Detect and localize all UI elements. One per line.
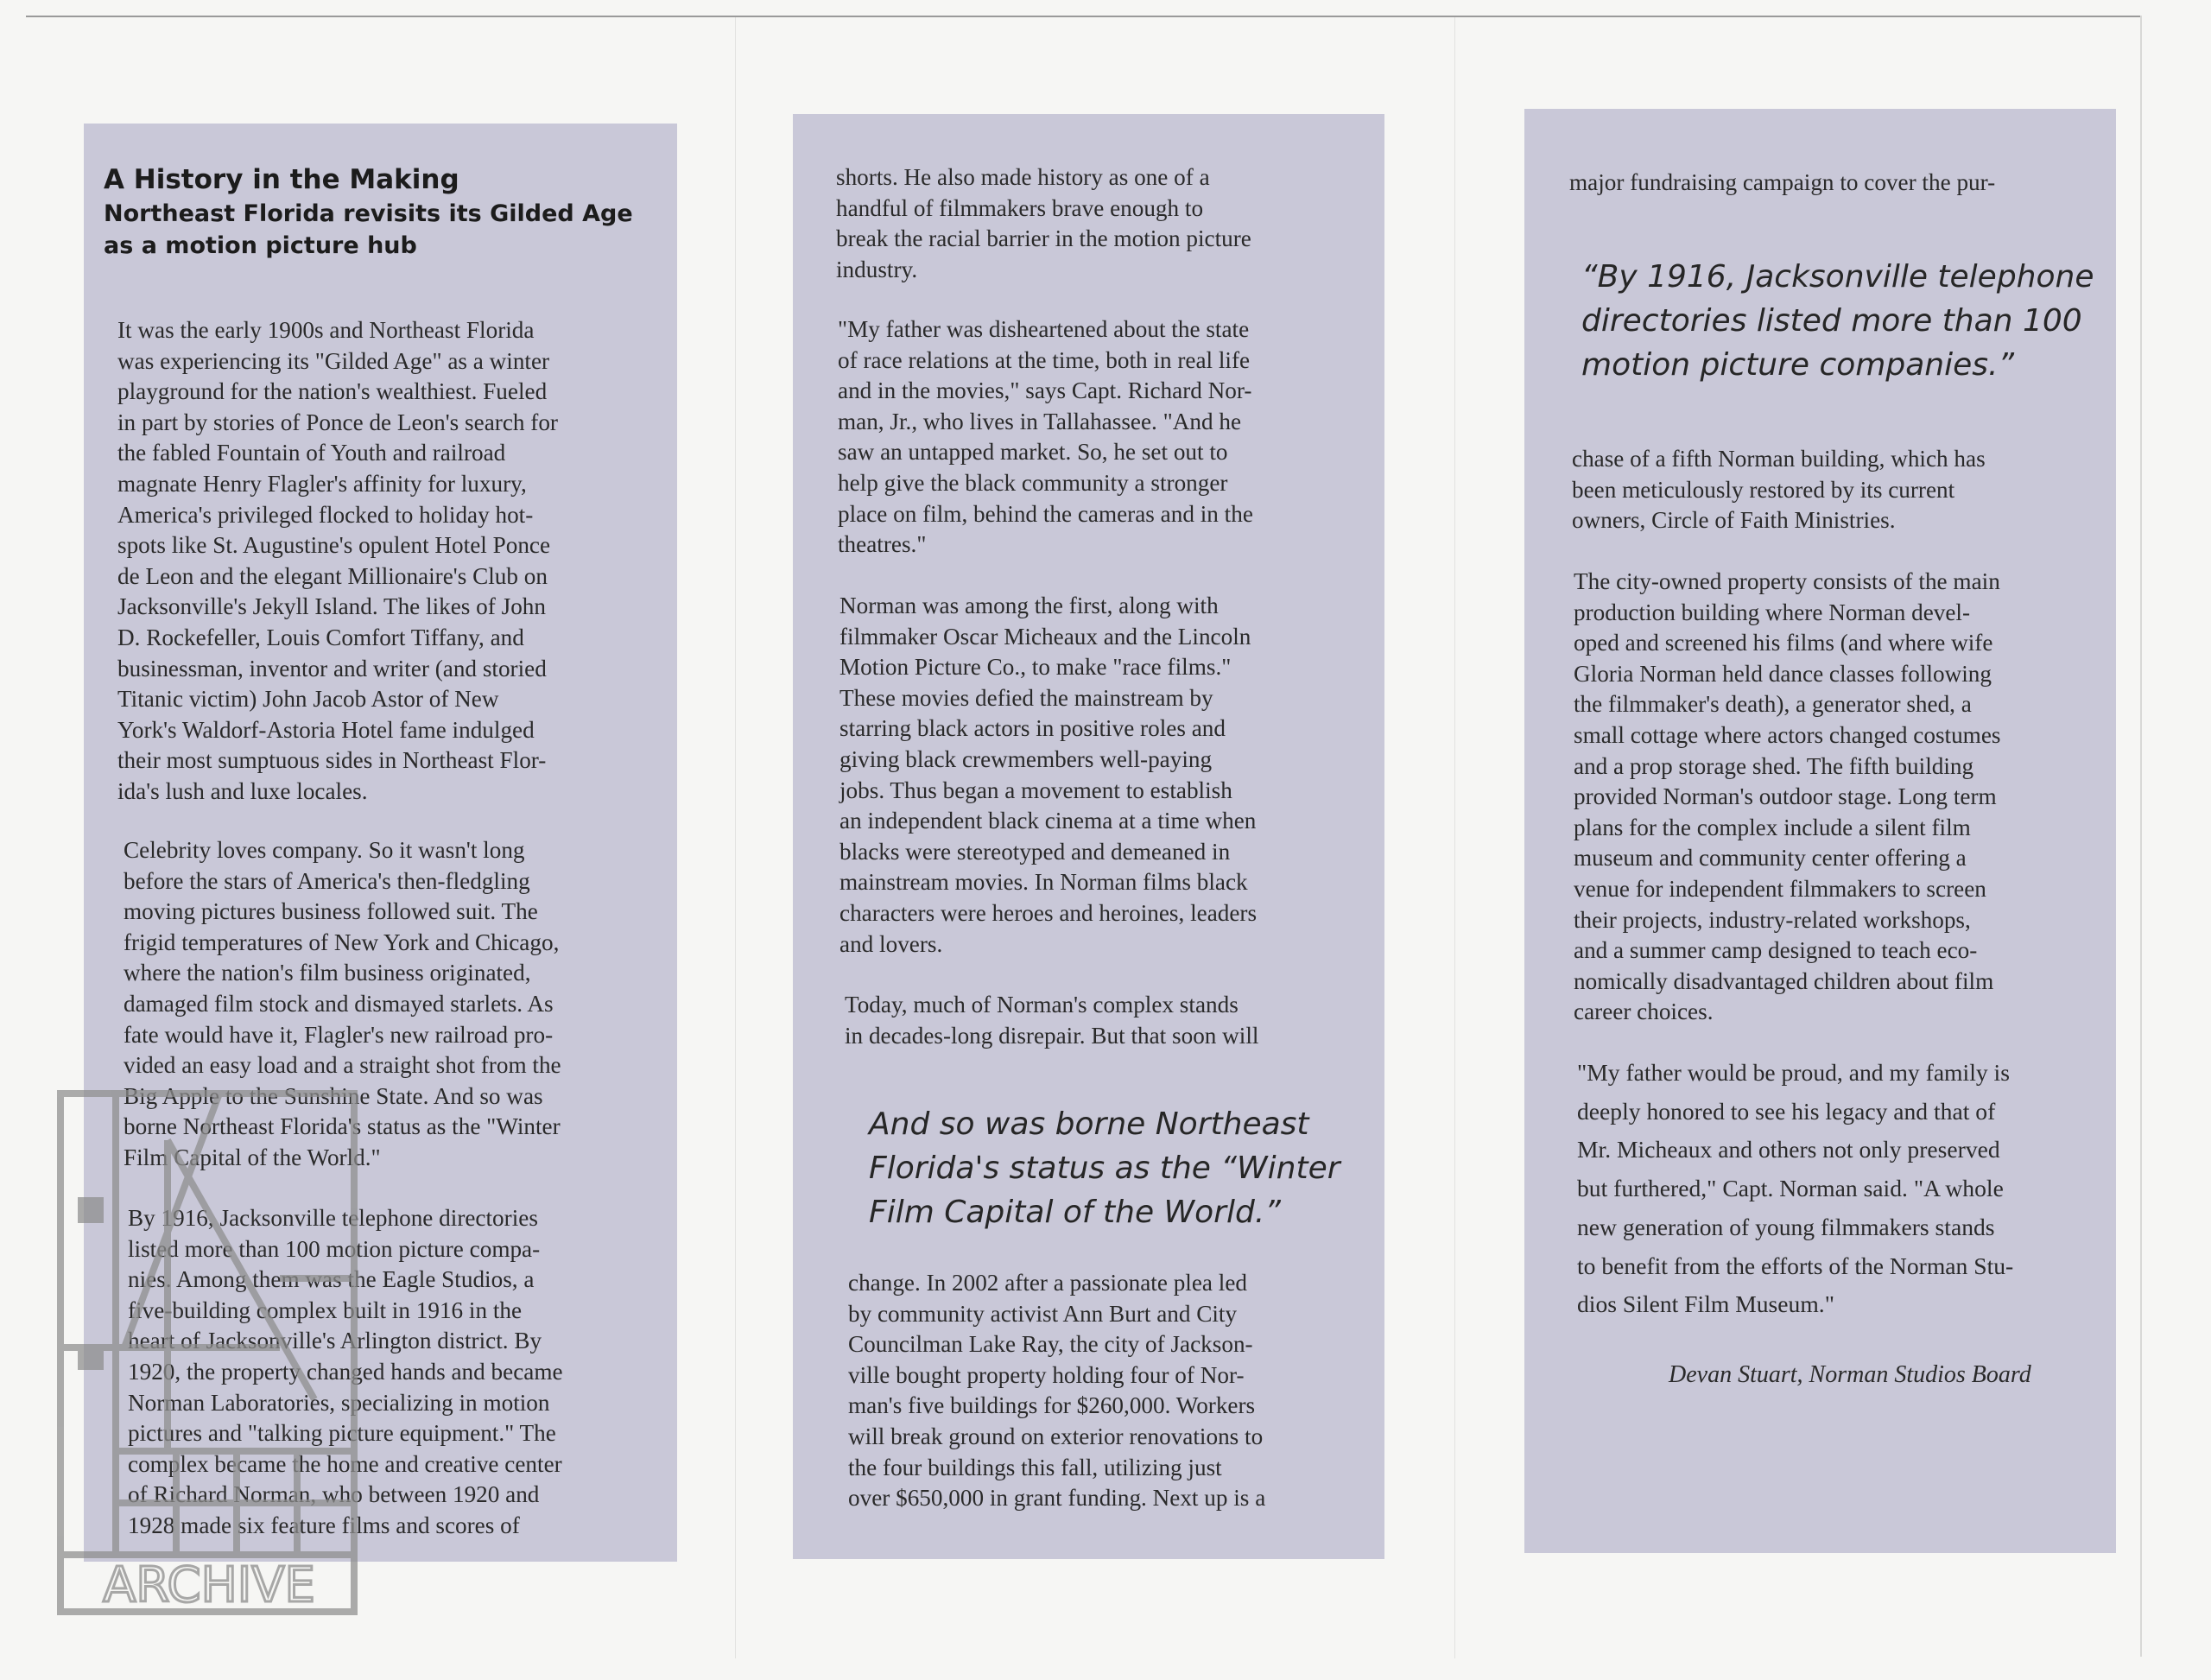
panel1-paragraph-3: By 1916, Jacksonville telephone directories listed more than 100 motion picture compa- nies. Among them was the Eagle Studios, a five-building complex built in 1916 in the heart of Jacksonville's Arlington district. By 1920, the property changed hands and became Norman Laboratories, specializing in motion pictures and "talking picture equipment." The complex became the home and creative center of Richard Norman, who between 1920 and 1928 made six feature films and scores of	[128, 1205, 563, 1538]
panel2-paragraph-5: change. In 2002 after a passionate plea led by community activist Ann Burt and City Councilman Lake Ray, the city of Jackson- ville bought property holding four of Nor- man's five buildings for $260,000. Workers will break ground on exterior renovations to the four buildings this fall, utilizing just over $650,000 in grant funding. Next up is a	[848, 1270, 1266, 1512]
fold-line-right	[1454, 17, 1455, 1658]
pull-quote-right: “By 1916, Jacksonville telephone directories listed more than 100 motion picture companies.”	[1581, 259, 2094, 383]
panel3-paragraph-1: major fundraising campaign to cover the pur-	[1569, 169, 1996, 195]
panel1-paragraph-2: Celebrity loves company. So it wasn't long before the stars of America's then-fledgling moving pictures business followed suit. The frigid temperatures of New York and Chicago, where the nation's film business originated, damaged film stock and dismayed starlets. As fate would have it, Flagler's new railroad pro- vided an easy load and a straight shot from the Big Apple to the Sunshine State. And so was borne Northeast Florida's status as the "Winter Film Capital of the World."	[124, 837, 561, 1170]
panel2-paragraph-4: Today, much of Norman's complex stands in decades-long disrepair. But that soon will	[845, 992, 1259, 1049]
article-subtitle: Northeast Florida revisits its Gilded Age as a motion picture hub	[104, 200, 633, 259]
panel2-paragraph-1: shorts. He also made history as one of a handful of filmmakers brave enough to break the racial barrier in the motion picture industry.	[836, 164, 1251, 282]
page-top-edge	[26, 16, 2142, 17]
page-right-edge	[2140, 16, 2142, 1657]
fold-line-left	[735, 17, 736, 1658]
panel2-paragraph-2: "My father was disheartened about the state of race relations at the time, both in real life and in the movies," says Capt. Richard Nor- man, Jr., who lives in Tallahassee. "And he saw an untapped market. So, he set out to help give the black community a stronger place on film, behind the cameras and in the theatres."	[838, 316, 1253, 558]
svg-text:ARCHIVE: ARCHIVE	[103, 1557, 315, 1613]
panel3-paragraph-3: The city-owned property consists of the main production building where Norman devel- oped and screened his films (and where wife Gloria Norman held dance classes following the filmmaker's death), a generator shed, a small cottage where actors changed costumes and a prop storage shed. The fifth building provided Norman's outdoor stage. Long term plans for the complex include a silent film museum and community center offering a venue for independent filmmakers to screen their projects, industry-related workshops, and a summer camp designed to teach eco- nomically disadvantaged children about film career choices.	[1574, 568, 2001, 1025]
panel2-paragraph-3: Norman was among the first, along with filmmaker Oscar Micheaux and the Lincoln Motion Picture Co., to make "race films." These movies defied the mainstream by starring black actors in positive roles and giving black crewmembers well-paying jobs. Thus began a movement to establish an independent black cinema at a time when blacks were stereotyped and demeaned in mainstream movies. In Norman films black characters were heroes and heroines, leaders and lovers.	[839, 593, 1258, 957]
panel3-paragraph-4: "My father would be proud, and my family is deeply honored to see his legacy and that of Mr. Micheaux and others not only preserved but furthered," Capt. Norman said. "A whole new generation of young filmmakers stands to benefit from the efforts of the Norman Stu- dios Silent Film Museum."	[1577, 1059, 2014, 1318]
panel3-paragraph-2: chase of a fifth Norman building, which has been meticulously restored by its current owners, Circle of Faith Ministries.	[1572, 446, 1986, 534]
panel1-paragraph-1: It was the early 1900s and Northeast Florida was experiencing its "Gilded Age" as a winter playground for the nation's wealthiest. Fueled in part by stories of Ponce de Leon's search for the fabled Fountain of Youth and railroad magnate Henry Flagler's affinity for luxury, America's privileged flocked to holiday hot- spots like St. Augustine's opulent Hotel Ponce de Leon and the elegant Millionaire's Club on Jacksonville's Jekyll Island. The likes of John D. Rockefeller, Louis Comfort Tiffany, and businessman, inventor and writer (and storied Titanic victim) John Jacob Astor of New York's Waldorf-Astoria Hotel fame indulged their most sumptuous sides in Northeast Flor- ida's lush and luxe locales.	[117, 317, 558, 804]
article-title: A History in the Making	[104, 164, 459, 195]
author-signature: Devan Stuart, Norman Studios Board	[1669, 1361, 2031, 1388]
pull-quote-middle: And so was borne Northeast Florida's status as the “Winter Film Capital of the World.”	[869, 1106, 1340, 1230]
